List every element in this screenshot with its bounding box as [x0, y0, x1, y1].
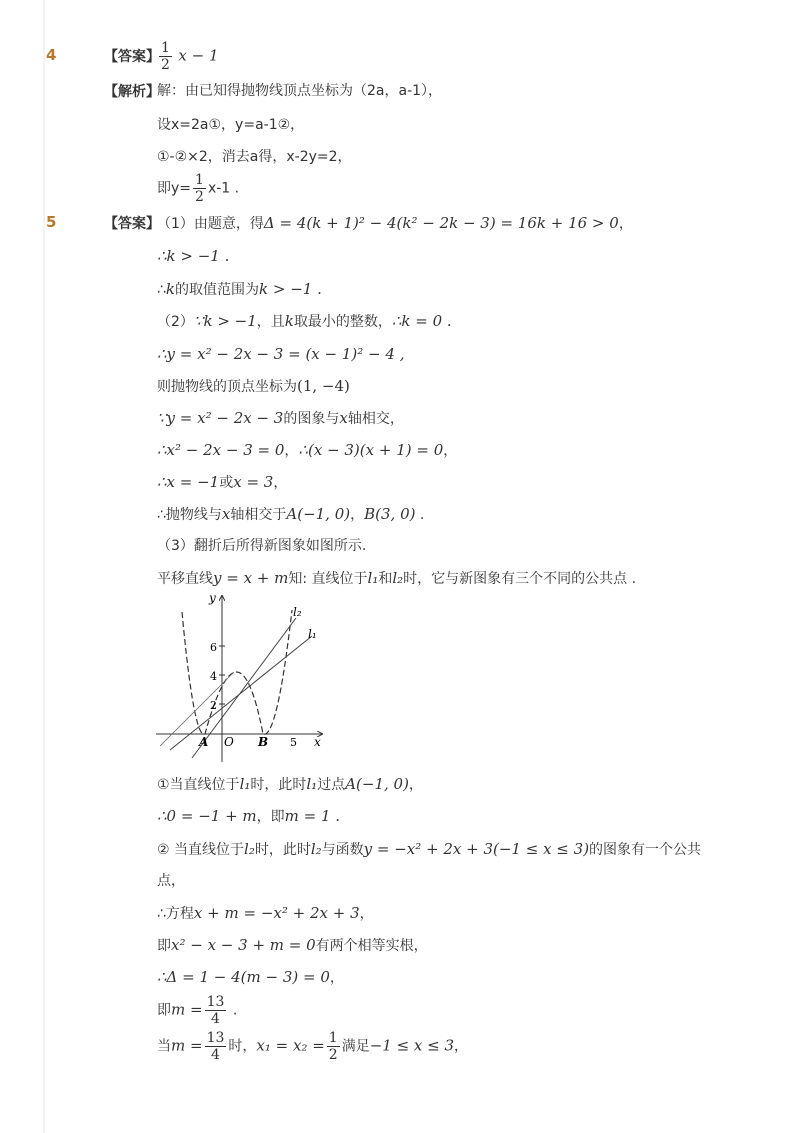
tick-2: 2	[210, 699, 217, 712]
answer-tag-4: 【答案】	[104, 49, 160, 65]
math: −1 ≤ x ≤ 3	[369, 1036, 455, 1055]
text: 的取值范围为	[175, 282, 260, 298]
text: （2）	[157, 314, 194, 330]
math: B(3, 0)	[364, 505, 416, 523]
tick-6: 6	[210, 641, 217, 654]
y-axis-label: y	[209, 591, 216, 605]
text: 取最小的整数，	[293, 314, 392, 330]
math: y = x + m	[213, 569, 289, 587]
point-a-label: A	[199, 735, 209, 749]
q5-line-16: 点，	[157, 873, 185, 889]
text: 过点	[317, 777, 346, 793]
tick-5: 5	[290, 736, 297, 749]
math: ∴k = 0 .	[391, 312, 452, 330]
q5-line-2	[157, 245, 229, 268]
math: ∴k > −1 .	[157, 247, 230, 265]
text: 轴相交于	[230, 507, 287, 523]
fraction-numerator: 1	[161, 40, 170, 56]
fraction-numerator: 13	[206, 1030, 225, 1046]
text: 当	[157, 1038, 171, 1055]
text: ①当直线位于	[157, 777, 240, 793]
math: l₁	[367, 569, 379, 587]
text: （1）由题意，得	[157, 216, 264, 232]
text: ，	[454, 1038, 469, 1055]
math: x = 3	[233, 473, 274, 491]
math: A(−1, 0)	[345, 775, 409, 793]
x-axis-label: x	[314, 735, 321, 749]
question-number-4: 4	[46, 46, 57, 64]
answer-4-expression: x − 1	[178, 46, 219, 65]
text: ，	[443, 443, 458, 459]
text: 和	[378, 571, 393, 587]
math: ∴Δ = 1 − 4(m − 3) = 0	[157, 968, 330, 986]
text: ，且	[256, 314, 285, 330]
q5-line-7	[157, 407, 404, 430]
text: ② 当直线位于	[157, 842, 245, 858]
text: ，即	[256, 809, 285, 825]
text: 有两个相等实根，	[315, 938, 428, 954]
fraction	[205, 994, 227, 1027]
math: m = 1 .	[284, 807, 341, 825]
analysis-line-2: 设x=2a①，y=a-1②，	[157, 117, 305, 133]
answer-4	[157, 40, 218, 73]
q5-line-14	[157, 805, 340, 828]
math: k > −1 .	[259, 280, 322, 298]
q5-line-11: （3）翻折后所得新图象如图所示.	[157, 538, 367, 554]
analysis-fraction	[193, 172, 206, 205]
math: l₂	[392, 569, 404, 587]
text: 时，此时	[254, 842, 311, 858]
fraction-denominator: 2	[161, 57, 170, 73]
text: .	[415, 507, 425, 523]
text: 则抛物线的顶点坐标为	[157, 379, 297, 395]
text: 即	[157, 938, 171, 954]
math: ∴x = −1	[157, 473, 220, 491]
math: x + m = −x² + 2x + 3	[193, 904, 360, 922]
q5-line-8	[157, 439, 457, 462]
text: x-1 .	[207, 180, 240, 197]
text: 平移直线	[157, 571, 213, 587]
math: x² − x − 3 + m = 0	[171, 936, 316, 954]
text: 知: 直线位于	[288, 571, 368, 587]
fraction-denominator: 2	[195, 189, 204, 205]
answer-tag-5: 【答案】	[104, 216, 160, 232]
math: ∴y = x² − 2x − 3 = (x − 1)² − 4 ,	[157, 345, 405, 363]
answer-4-fraction	[159, 40, 172, 73]
text: ，	[408, 777, 423, 793]
text: 时，	[228, 1038, 257, 1055]
text: ∴	[157, 282, 166, 298]
analysis-tag-4: 【解析】	[104, 84, 160, 100]
question-number-5: 5	[46, 213, 57, 231]
text: ，	[284, 443, 299, 459]
math: k	[284, 312, 294, 330]
math: Δ = 4(k + 1)² − 4(k² − 2k − 3) = 16k + 16 > 0	[263, 214, 619, 232]
text: ∴抛物线与	[157, 507, 222, 523]
text: ，	[618, 216, 633, 232]
math: ∴0 = −1 + m	[157, 807, 257, 825]
math: m =	[171, 1000, 203, 1019]
math: ∴(x − 3)(x + 1) = 0	[298, 441, 444, 459]
analysis-line-3: ①-②×2，消去a得，x-2y=2，	[157, 149, 352, 165]
text: 与函数	[321, 842, 364, 858]
text: 轴相交，	[347, 411, 404, 427]
q5-line-9	[157, 471, 287, 494]
math: ∵y = x² − 2x − 3	[157, 409, 284, 427]
math: k	[165, 280, 176, 298]
text: ，	[329, 970, 344, 986]
text: 或	[219, 475, 234, 491]
math: x	[221, 505, 231, 523]
math: m =	[171, 1036, 203, 1055]
math: l₂	[310, 840, 322, 858]
q5-line-15	[157, 838, 701, 861]
math: y = −x² + 2x + 3(−1 ≤ x ≤ 3)	[363, 840, 590, 858]
q5-line-13	[157, 773, 423, 796]
q5-line-5	[157, 343, 404, 366]
math: l₁	[306, 775, 318, 793]
q5-line-20	[157, 994, 237, 1027]
q5-line-3	[157, 278, 322, 301]
fraction-denominator: 4	[211, 1011, 220, 1027]
text: .	[228, 1002, 238, 1019]
origin-label: O	[224, 735, 234, 749]
page-left-edge	[43, 0, 45, 1133]
fraction	[205, 1030, 227, 1063]
fraction-numerator: 13	[206, 994, 225, 1010]
line-l2-label: l₂	[293, 605, 302, 619]
text: ，	[273, 475, 288, 491]
text: 即y=	[157, 180, 192, 197]
folded-parabola	[182, 610, 292, 734]
q5-line-19	[157, 966, 344, 989]
text: 时，此时	[250, 777, 307, 793]
fraction-denominator: 2	[328, 1047, 338, 1063]
text: 满足	[341, 1038, 370, 1055]
math: (1, −4)	[297, 377, 350, 395]
text: 的图象有一个公共	[589, 842, 702, 858]
fraction-denominator: 4	[211, 1047, 220, 1063]
analysis-line-1: 解：由已知得抛物线顶点坐标为（2a，a-1），	[157, 83, 443, 99]
math: ∴x² − 2x − 3 = 0	[157, 441, 285, 459]
analysis-line-4	[157, 172, 239, 205]
line-parallel	[160, 672, 234, 746]
q5-line-6	[157, 375, 350, 398]
q5-line-12	[157, 567, 636, 590]
math: A(−1, 0)	[286, 505, 351, 523]
tick-4: 4	[210, 670, 217, 683]
q5-line-17	[157, 902, 374, 925]
text: ∴方程	[157, 906, 194, 922]
math: l₁	[239, 775, 251, 793]
math: x	[339, 409, 348, 427]
parabola-figure	[152, 590, 327, 765]
text: 即	[157, 1002, 171, 1019]
text: ，	[359, 906, 374, 922]
line-l1-label: l₁	[308, 627, 317, 641]
text: 时，它与新图象有三个不同的公共点 .	[403, 571, 637, 587]
fraction-numerator: 1	[195, 172, 204, 188]
text: ，	[350, 507, 365, 523]
math: l₂	[244, 840, 255, 858]
fraction-numerator: 1	[328, 1030, 338, 1046]
point-b-label: B	[258, 735, 269, 749]
q5-line-4	[157, 310, 452, 333]
math: ∵k > −1	[193, 312, 257, 330]
math: x₁ = x₂ =	[256, 1036, 325, 1055]
q5-line-1	[157, 212, 633, 235]
q5-line-18	[157, 934, 428, 957]
text: 的图象与	[283, 411, 340, 427]
q5-line-10	[157, 503, 424, 526]
fraction	[327, 1030, 340, 1063]
q5-line-21	[157, 1030, 468, 1063]
